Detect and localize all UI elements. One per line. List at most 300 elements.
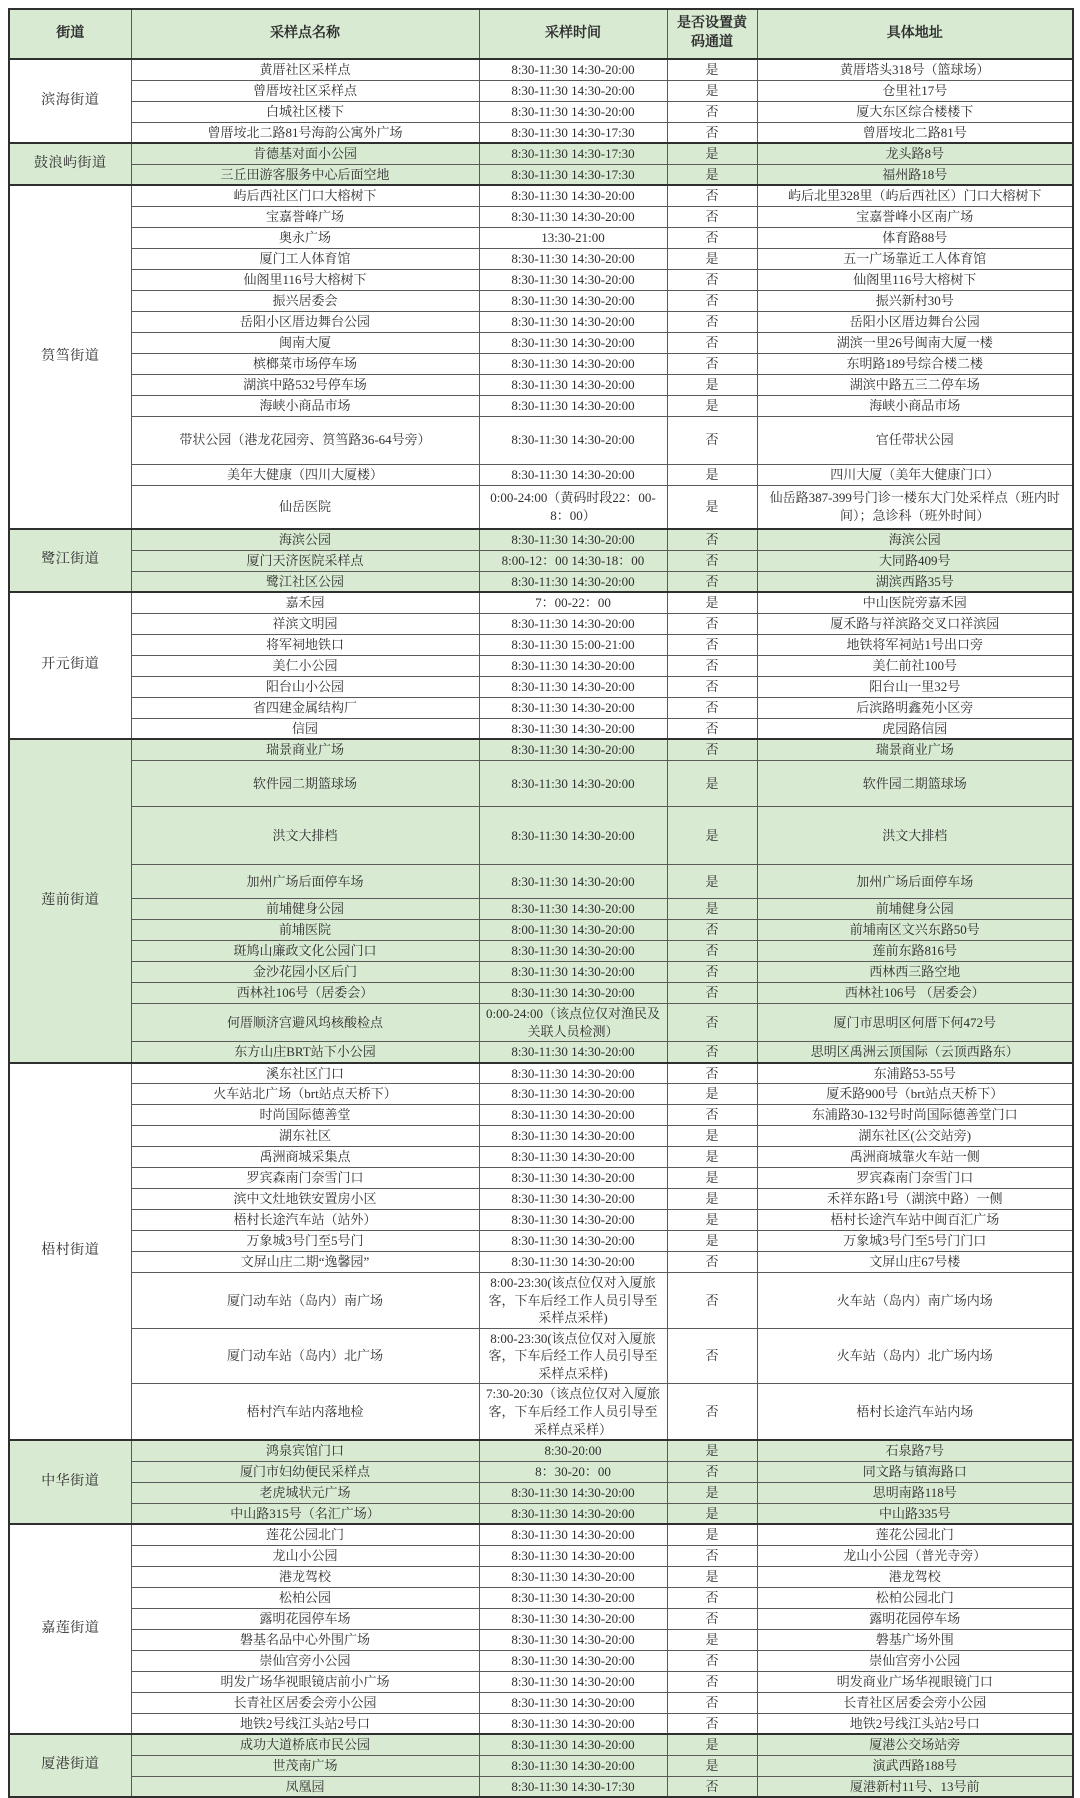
yellow-code-cell: 否 <box>667 634 757 655</box>
table-row <box>9 332 1073 353</box>
yellow-code-cell: 否 <box>667 1545 757 1566</box>
street-name: 嘉莲街道 <box>9 1524 131 1734</box>
table-row <box>9 1084 1073 1105</box>
table-row <box>9 1671 1073 1692</box>
yellow-code-cell: 是 <box>667 1084 757 1105</box>
address-cell: 东浦路53-55号 <box>757 1063 1073 1084</box>
sampling-time-cell: 8:30-11:30 14:30-20:00 <box>479 1210 667 1231</box>
sampling-time-cell: 8:30-11:30 14:30-20:00 <box>479 1063 667 1084</box>
sampling-time-cell: 8:00-23:30(该点位仅对入厦旅客，下车后经工作人员引导至采样点采样) <box>479 1273 667 1329</box>
address-cell: 虎园路信园 <box>757 718 1073 739</box>
yellow-code-cell: 是 <box>667 464 757 485</box>
site-name-cell: 鹭江社区公园 <box>131 571 479 592</box>
address-cell: 莲花公园北门 <box>757 1524 1073 1545</box>
site-name-cell: 火车站北广场（brt站点天桥下） <box>131 1084 479 1105</box>
yellow-code-cell: 否 <box>667 290 757 311</box>
yellow-code-cell: 否 <box>667 571 757 592</box>
sampling-time-cell: 8:30-11:30 14:30-20:00 <box>479 1524 667 1545</box>
site-name-cell: 仙岳医院 <box>131 485 479 529</box>
site-name-cell: 厦门市妇幼便民采样点 <box>131 1461 479 1482</box>
table-row <box>9 919 1073 940</box>
table-row <box>9 1545 1073 1566</box>
site-name-cell: 磐基名品中心外围广场 <box>131 1629 479 1650</box>
site-name-cell: 海滨公园 <box>131 529 479 550</box>
address-cell: 磐基广场外围 <box>757 1629 1073 1650</box>
yellow-code-cell: 否 <box>667 1328 757 1384</box>
sampling-time-cell: 8:30-11:30 14:30-17:30 <box>479 143 667 164</box>
table-body <box>9 59 1073 1797</box>
site-name-cell: 西林社106号（居委会） <box>131 982 479 1003</box>
site-name-cell: 奥永广场 <box>131 227 479 248</box>
address-cell: 瑞景商业广场 <box>757 739 1073 760</box>
site-name-cell: 前埔健身公园 <box>131 898 479 919</box>
yellow-code-cell: 是 <box>667 485 757 529</box>
table-row <box>9 613 1073 634</box>
table-row <box>9 1384 1073 1440</box>
yellow-code-cell: 否 <box>667 1042 757 1063</box>
header-address: 具体地址 <box>757 9 1073 59</box>
address-cell: 莲前东路816号 <box>757 940 1073 961</box>
sampling-time-cell: 8:30-11:30 14:30-20:00 <box>479 269 667 290</box>
yellow-code-cell: 否 <box>667 919 757 940</box>
site-name-cell: 湖滨中路532号停车场 <box>131 374 479 395</box>
yellow-code-cell: 是 <box>667 1210 757 1231</box>
yellow-code-cell: 否 <box>667 1650 757 1671</box>
table-row <box>9 1608 1073 1629</box>
sampling-time-cell: 8:30-20:00 <box>479 1440 667 1461</box>
yellow-code-cell: 是 <box>667 1566 757 1587</box>
sampling-time-cell: 8:30-11:30 14:30-20:00 <box>479 1252 667 1273</box>
site-name-cell: 明发广场华视眼镜店前小广场 <box>131 1671 479 1692</box>
yellow-code-cell: 否 <box>667 529 757 550</box>
address-cell: 思明南路118号 <box>757 1482 1073 1503</box>
site-name-cell: 洪文大排档 <box>131 806 479 864</box>
street-name: 鼓浪屿街道 <box>9 143 131 185</box>
site-name-cell: 梧村汽车站内落地检 <box>131 1384 479 1440</box>
sampling-time-cell: 8:30-11:30 14:30-20:00 <box>479 59 667 80</box>
sampling-time-cell: 8:30-11:30 14:30-20:00 <box>479 464 667 485</box>
sampling-time-cell: 8:30-11:30 15:00-21:00 <box>479 634 667 655</box>
address-cell: 湖滨西路35号 <box>757 571 1073 592</box>
table-row <box>9 1629 1073 1650</box>
sampling-time-cell: 8:30-11:30 14:30-20:00 <box>479 1189 667 1210</box>
sampling-time-cell: 8:30-11:30 14:30-20:00 <box>479 613 667 634</box>
yellow-code-cell: 否 <box>667 1063 757 1084</box>
header-yellow-code-channel: 是否设置黄码通道 <box>667 9 757 59</box>
site-name-cell: 凤凰园 <box>131 1776 479 1797</box>
sampling-time-cell: 8:30-11:30 14:30-20:00 <box>479 1755 667 1776</box>
sampling-time-cell: 8:30-11:30 14:30-20:00 <box>479 1231 667 1252</box>
table-row <box>9 1692 1073 1713</box>
yellow-code-cell: 是 <box>667 59 757 80</box>
sampling-time-cell: 8:30-11:30 14:30-20:00 <box>479 1650 667 1671</box>
sampling-time-cell: 8:30-11:30 14:30-20:00 <box>479 529 667 550</box>
site-name-cell: 中山路315号（名汇广场） <box>131 1503 479 1524</box>
table-row <box>9 290 1073 311</box>
table-row <box>9 961 1073 982</box>
site-name-cell: 文屏山庄二期“逸馨园” <box>131 1252 479 1273</box>
street-name: 厦港街道 <box>9 1734 131 1797</box>
site-name-cell: 瑞景商业广场 <box>131 739 479 760</box>
sampling-time-cell: 8:30-11:30 14:30-20:00 <box>479 655 667 676</box>
table-row <box>9 529 1073 550</box>
sampling-time-cell: 8:30-11:30 14:30-17:30 <box>479 1776 667 1797</box>
address-cell: 黄厝塔头318号（篮球场） <box>757 59 1073 80</box>
yellow-code-cell: 否 <box>667 1273 757 1329</box>
yellow-code-cell: 是 <box>667 760 757 806</box>
site-name-cell: 三丘田游客服务中心后面空地 <box>131 164 479 185</box>
sampling-time-cell: 8:30-11:30 14:30-20:00 <box>479 101 667 122</box>
table-row <box>9 269 1073 290</box>
address-cell: 文屏山庄67号楼 <box>757 1252 1073 1273</box>
address-cell: 海滨公园 <box>757 529 1073 550</box>
table-row <box>9 1482 1073 1503</box>
table-row <box>9 1461 1073 1482</box>
yellow-code-cell: 否 <box>667 269 757 290</box>
yellow-code-cell: 是 <box>667 1524 757 1545</box>
yellow-code-cell: 否 <box>667 227 757 248</box>
table-row <box>9 571 1073 592</box>
table-row <box>9 864 1073 898</box>
sampling-time-cell: 8:00-23:30(该点位仅对入厦旅客，下车后经工作人员引导至采样点采样) <box>479 1328 667 1384</box>
yellow-code-cell: 是 <box>667 395 757 416</box>
address-cell: 厦港新村11号、13号前 <box>757 1776 1073 1797</box>
address-cell: 地铁2号线江头站2号口 <box>757 1713 1073 1734</box>
address-cell: 厦禾路与祥滨路交叉口祥滨园 <box>757 613 1073 634</box>
yellow-code-cell: 是 <box>667 1503 757 1524</box>
yellow-code-cell: 是 <box>667 248 757 269</box>
yellow-code-cell: 是 <box>667 1629 757 1650</box>
address-cell: 石泉路7号 <box>757 1440 1073 1461</box>
address-cell: 万象城3号门至5号门门口 <box>757 1231 1073 1252</box>
site-name-cell: 岳阳小区厝边舞台公园 <box>131 311 479 332</box>
yellow-code-cell: 否 <box>667 940 757 961</box>
yellow-code-cell: 是 <box>667 143 757 164</box>
yellow-code-cell: 否 <box>667 206 757 227</box>
address-cell: 厦禾路900号（brt站点天桥下） <box>757 1084 1073 1105</box>
table-row <box>9 1734 1073 1755</box>
yellow-code-cell: 否 <box>667 101 757 122</box>
table-row <box>9 1147 1073 1168</box>
sampling-time-cell: 8:30-11:30 14:30-20:00 <box>479 1042 667 1063</box>
site-name-cell: 松柏公园 <box>131 1587 479 1608</box>
address-cell: 崇仙宫旁小公园 <box>757 1650 1073 1671</box>
yellow-code-cell: 是 <box>667 1755 757 1776</box>
table-row <box>9 550 1073 571</box>
table-row <box>9 1126 1073 1147</box>
yellow-code-cell: 否 <box>667 1608 757 1629</box>
site-name-cell: 老虎城状元广场 <box>131 1482 479 1503</box>
street-name: 梧村街道 <box>9 1063 131 1440</box>
sampling-time-cell: 8:30-11:30 14:30-20:00 <box>479 1126 667 1147</box>
address-cell: 罗宾森南门奈雪门口 <box>757 1168 1073 1189</box>
yellow-code-cell: 否 <box>667 1105 757 1126</box>
table-row <box>9 248 1073 269</box>
street-name: 滨海街道 <box>9 59 131 143</box>
sampling-time-cell: 8:30-11:30 14:30-20:00 <box>479 1713 667 1734</box>
sampling-time-cell: 8:30-11:30 14:30-17:30 <box>479 122 667 143</box>
address-cell: 同文路与镇海路口 <box>757 1461 1073 1482</box>
sampling-time-cell: 8:30-11:30 14:30-20:00 <box>479 806 667 864</box>
sampling-time-cell: 8:30-11:30 14:30-20:00 <box>479 1168 667 1189</box>
site-name-cell: 禹洲商城采集点 <box>131 1147 479 1168</box>
sampling-time-cell: 8:30-11:30 14:30-20:00 <box>479 395 667 416</box>
table-row <box>9 898 1073 919</box>
sampling-time-cell: 8:30-11:30 14:30-20:00 <box>479 1734 667 1755</box>
address-cell: 港龙驾校 <box>757 1566 1073 1587</box>
site-name-cell: 梧村长途汽车站（站外） <box>131 1210 479 1231</box>
sampling-time-cell: 7:30-20:30（该点位仅对入厦旅客，下车后经工作人员引导至采样点采样） <box>479 1384 667 1440</box>
yellow-code-cell: 是 <box>667 898 757 919</box>
address-cell: 梧村长途汽车站内场 <box>757 1384 1073 1440</box>
site-name-cell: 阳台山小公园 <box>131 676 479 697</box>
street-name: 鹭江街道 <box>9 529 131 592</box>
sampling-time-cell: 8:30-11:30 14:30-20:00 <box>479 185 667 206</box>
yellow-code-cell: 是 <box>667 1440 757 1461</box>
site-name-cell: 厦门动车站（岛内）南广场 <box>131 1273 479 1329</box>
table-row <box>9 1524 1073 1545</box>
address-cell: 岳阳小区厝边舞台公园 <box>757 311 1073 332</box>
address-cell: 屿后北里328里（屿后西社区）门口大榕树下 <box>757 185 1073 206</box>
sampling-time-cell: 8:30-11:30 14:30-20:00 <box>479 1629 667 1650</box>
sampling-time-cell: 8:30-11:30 14:30-20:00 <box>479 80 667 101</box>
yellow-code-cell: 否 <box>667 982 757 1003</box>
table-row <box>9 655 1073 676</box>
site-name-cell: 带状公园（港龙花园旁、筼筜路36-64号旁） <box>131 416 479 464</box>
table-row <box>9 122 1073 143</box>
address-cell: 龙山小公园（普光寺旁） <box>757 1545 1073 1566</box>
address-cell: 阳台山一里32号 <box>757 676 1073 697</box>
sampling-time-cell: 8:30-11:30 14:30-20:00 <box>479 898 667 919</box>
site-name-cell: 万象城3号门至5号门 <box>131 1231 479 1252</box>
table-row <box>9 374 1073 395</box>
sampling-time-cell: 8:30-11:30 14:30-20:00 <box>479 718 667 739</box>
table-row <box>9 227 1073 248</box>
table-row <box>9 634 1073 655</box>
yellow-code-cell: 否 <box>667 1713 757 1734</box>
site-name-cell: 露明花园停车场 <box>131 1608 479 1629</box>
yellow-code-cell: 否 <box>667 697 757 718</box>
table-row <box>9 164 1073 185</box>
yellow-code-cell: 否 <box>667 655 757 676</box>
site-name-cell: 何厝顺济宫避风坞核酸检点 <box>131 1003 479 1041</box>
site-name-cell: 罗宾森南门奈雪门口 <box>131 1168 479 1189</box>
yellow-code-cell: 否 <box>667 311 757 332</box>
site-name-cell: 黄厝社区采样点 <box>131 59 479 80</box>
sampling-time-cell: 8:30-11:30 14:30-20:00 <box>479 1671 667 1692</box>
address-cell: 长青社区居委会旁小公园 <box>757 1692 1073 1713</box>
site-name-cell: 信园 <box>131 718 479 739</box>
site-name-cell: 将军祠地铁口 <box>131 634 479 655</box>
site-name-cell: 世茂南广场 <box>131 1755 479 1776</box>
address-cell: 中山路335号 <box>757 1503 1073 1524</box>
sampling-time-cell: 8:30-11:30 14:30-20:00 <box>479 1084 667 1105</box>
table-row <box>9 982 1073 1003</box>
sampling-time-cell: 8:30-11:30 14:30-17:30 <box>479 164 667 185</box>
address-cell: 海峡小商品市场 <box>757 395 1073 416</box>
yellow-code-cell: 是 <box>667 80 757 101</box>
address-cell: 前埔南区文兴东路50号 <box>757 919 1073 940</box>
header-row <box>9 9 1073 59</box>
address-cell: 湖东社区(公交站旁) <box>757 1126 1073 1147</box>
sampling-time-cell: 8:30-11:30 14:30-20:00 <box>479 290 667 311</box>
yellow-code-cell: 否 <box>667 1461 757 1482</box>
table-row <box>9 1042 1073 1063</box>
site-name-cell: 美仁小公园 <box>131 655 479 676</box>
address-cell: 东明路189号综合楼二楼 <box>757 353 1073 374</box>
sampling-time-cell: 8:30-11:30 14:30-20:00 <box>479 374 667 395</box>
site-name-cell: 溪东社区门口 <box>131 1063 479 1084</box>
yellow-code-cell: 是 <box>667 1147 757 1168</box>
sampling-time-cell: 8:30-11:30 14:30-20:00 <box>479 353 667 374</box>
address-cell: 福州路18号 <box>757 164 1073 185</box>
yellow-code-cell: 否 <box>667 185 757 206</box>
sampling-time-cell: 8:30-11:30 14:30-20:00 <box>479 248 667 269</box>
site-name-cell: 曾厝垵社区采样点 <box>131 80 479 101</box>
site-name-cell: 斑鸠山廉政文化公园门口 <box>131 940 479 961</box>
table-header <box>9 9 1073 59</box>
street-name: 中华街道 <box>9 1440 131 1524</box>
sampling-points-table <box>8 8 1074 1798</box>
sampling-time-cell: 8:30-11:30 14:30-20:00 <box>479 864 667 898</box>
yellow-code-cell: 是 <box>667 592 757 613</box>
yellow-code-cell: 否 <box>667 676 757 697</box>
address-cell: 曾厝垵北二路81号 <box>757 122 1073 143</box>
yellow-code-cell: 是 <box>667 1231 757 1252</box>
table-row <box>9 1231 1073 1252</box>
yellow-code-cell: 否 <box>667 961 757 982</box>
address-cell: 官任带状公园 <box>757 416 1073 464</box>
site-name-cell: 闽南大厦 <box>131 332 479 353</box>
street-name: 莲前街道 <box>9 739 131 1062</box>
table-row <box>9 760 1073 806</box>
table-row <box>9 1273 1073 1329</box>
address-cell: 洪文大排档 <box>757 806 1073 864</box>
address-cell: 露明花园停车场 <box>757 1608 1073 1629</box>
sampling-time-cell: 8:30-11:30 14:30-20:00 <box>479 676 667 697</box>
table-row <box>9 1003 1073 1041</box>
table-row <box>9 1328 1073 1384</box>
yellow-code-cell: 否 <box>667 718 757 739</box>
table-row <box>9 1210 1073 1231</box>
sampling-time-cell: 8:30-11:30 14:30-20:00 <box>479 940 667 961</box>
sampling-time-cell: 8:00-12：00 14:30-18：00 <box>479 550 667 571</box>
address-cell: 仓里社17号 <box>757 80 1073 101</box>
sampling-time-cell: 8:30-11:30 14:30-20:00 <box>479 739 667 760</box>
address-cell: 仙岳路387-399号门诊一楼东大门处采样点（班内时间）；急诊科（班外时间） <box>757 485 1073 529</box>
address-cell: 禾祥东路1号（湖滨中路）一侧 <box>757 1189 1073 1210</box>
yellow-code-cell: 否 <box>667 1671 757 1692</box>
table-row <box>9 395 1073 416</box>
header-site-name: 采样点名称 <box>131 9 479 59</box>
address-cell: 中山医院旁嘉禾园 <box>757 592 1073 613</box>
address-cell: 美仁前社100号 <box>757 655 1073 676</box>
yellow-code-cell: 否 <box>667 353 757 374</box>
site-name-cell: 东方山庄BRT站下小公园 <box>131 1042 479 1063</box>
table-row <box>9 718 1073 739</box>
yellow-code-cell: 否 <box>667 122 757 143</box>
table-row <box>9 59 1073 80</box>
address-cell: 加州广场后面停车场 <box>757 864 1073 898</box>
address-cell: 宝嘉誉峰小区南广场 <box>757 206 1073 227</box>
table-row <box>9 1105 1073 1126</box>
yellow-code-cell: 是 <box>667 164 757 185</box>
sampling-time-cell: 8:30-11:30 14:30-20:00 <box>479 961 667 982</box>
sampling-time-cell: 8:30-11:30 14:30-20:00 <box>479 1608 667 1629</box>
yellow-code-cell: 是 <box>667 864 757 898</box>
address-cell: 四川大厦（美年大健康门口） <box>757 464 1073 485</box>
table-row <box>9 1587 1073 1608</box>
street-name: 开元街道 <box>9 592 131 739</box>
site-name-cell: 白城社区楼下 <box>131 101 479 122</box>
yellow-code-cell: 否 <box>667 550 757 571</box>
site-name-cell: 祥滨文明园 <box>131 613 479 634</box>
address-cell: 厦门市思明区何厝下何472号 <box>757 1003 1073 1041</box>
address-cell: 梧村长途汽车站中闽百汇广场 <box>757 1210 1073 1231</box>
table-row <box>9 1776 1073 1797</box>
site-name-cell: 加州广场后面停车场 <box>131 864 479 898</box>
site-name-cell: 莲花公园北门 <box>131 1524 479 1545</box>
sampling-time-cell: 7：00-22：00 <box>479 592 667 613</box>
table-row <box>9 1440 1073 1461</box>
address-cell: 火车站（岛内）南广场内场 <box>757 1273 1073 1329</box>
table-row <box>9 1168 1073 1189</box>
address-cell: 厦港公交场站旁 <box>757 1734 1073 1755</box>
table-row <box>9 101 1073 122</box>
table-row <box>9 485 1073 529</box>
site-name-cell: 长青社区居委会旁小公园 <box>131 1692 479 1713</box>
address-cell: 西林西三路空地 <box>757 961 1073 982</box>
address-cell: 龙头路8号 <box>757 143 1073 164</box>
site-name-cell: 滨中文灶地铁安置房小区 <box>131 1189 479 1210</box>
address-cell: 禹洲商城靠火车站一侧 <box>757 1147 1073 1168</box>
site-name-cell: 软件园二期篮球场 <box>131 760 479 806</box>
sampling-time-cell: 8:00-11:30 14:30-20:00 <box>479 919 667 940</box>
table-row <box>9 353 1073 374</box>
sampling-time-cell: 8:30-11:30 14:30-20:00 <box>479 1147 667 1168</box>
sampling-time-cell: 8:30-11:30 14:30-20:00 <box>479 1692 667 1713</box>
address-cell: 演武西路188号 <box>757 1755 1073 1776</box>
site-name-cell: 鸿泉宾馆门口 <box>131 1440 479 1461</box>
sampling-time-cell: 0:00-24:00（该点位仅对渔民及关联人员检测） <box>479 1003 667 1041</box>
table-row <box>9 143 1073 164</box>
address-cell: 地铁将军祠站1号出口旁 <box>757 634 1073 655</box>
address-cell: 体育路88号 <box>757 227 1073 248</box>
sampling-time-cell: 8:30-11:30 14:30-20:00 <box>479 1587 667 1608</box>
yellow-code-cell: 是 <box>667 1189 757 1210</box>
address-cell: 五一广场靠近工人体育馆 <box>757 248 1073 269</box>
table-row <box>9 1252 1073 1273</box>
yellow-code-cell: 否 <box>667 739 757 760</box>
sampling-time-cell: 8:30-11:30 14:30-20:00 <box>479 760 667 806</box>
yellow-code-cell: 是 <box>667 1168 757 1189</box>
address-cell: 振兴新村30号 <box>757 290 1073 311</box>
site-name-cell: 地铁2号线江头站2号口 <box>131 1713 479 1734</box>
site-name-cell: 省四建金属结构厂 <box>131 697 479 718</box>
site-name-cell: 金沙花园小区后门 <box>131 961 479 982</box>
site-name-cell: 厦门工人体育馆 <box>131 248 479 269</box>
address-cell: 火车站（岛内）北广场内场 <box>757 1328 1073 1384</box>
yellow-code-cell: 是 <box>667 806 757 864</box>
site-name-cell: 振兴居委会 <box>131 290 479 311</box>
table-row <box>9 676 1073 697</box>
table-row <box>9 806 1073 864</box>
table-row <box>9 1503 1073 1524</box>
address-cell: 软件园二期篮球场 <box>757 760 1073 806</box>
sampling-time-cell: 8:30-11:30 14:30-20:00 <box>479 1105 667 1126</box>
site-name-cell: 厦门天济医院采样点 <box>131 550 479 571</box>
sampling-time-cell: 0:00-24:00（黄码时段22：00-8：00） <box>479 485 667 529</box>
